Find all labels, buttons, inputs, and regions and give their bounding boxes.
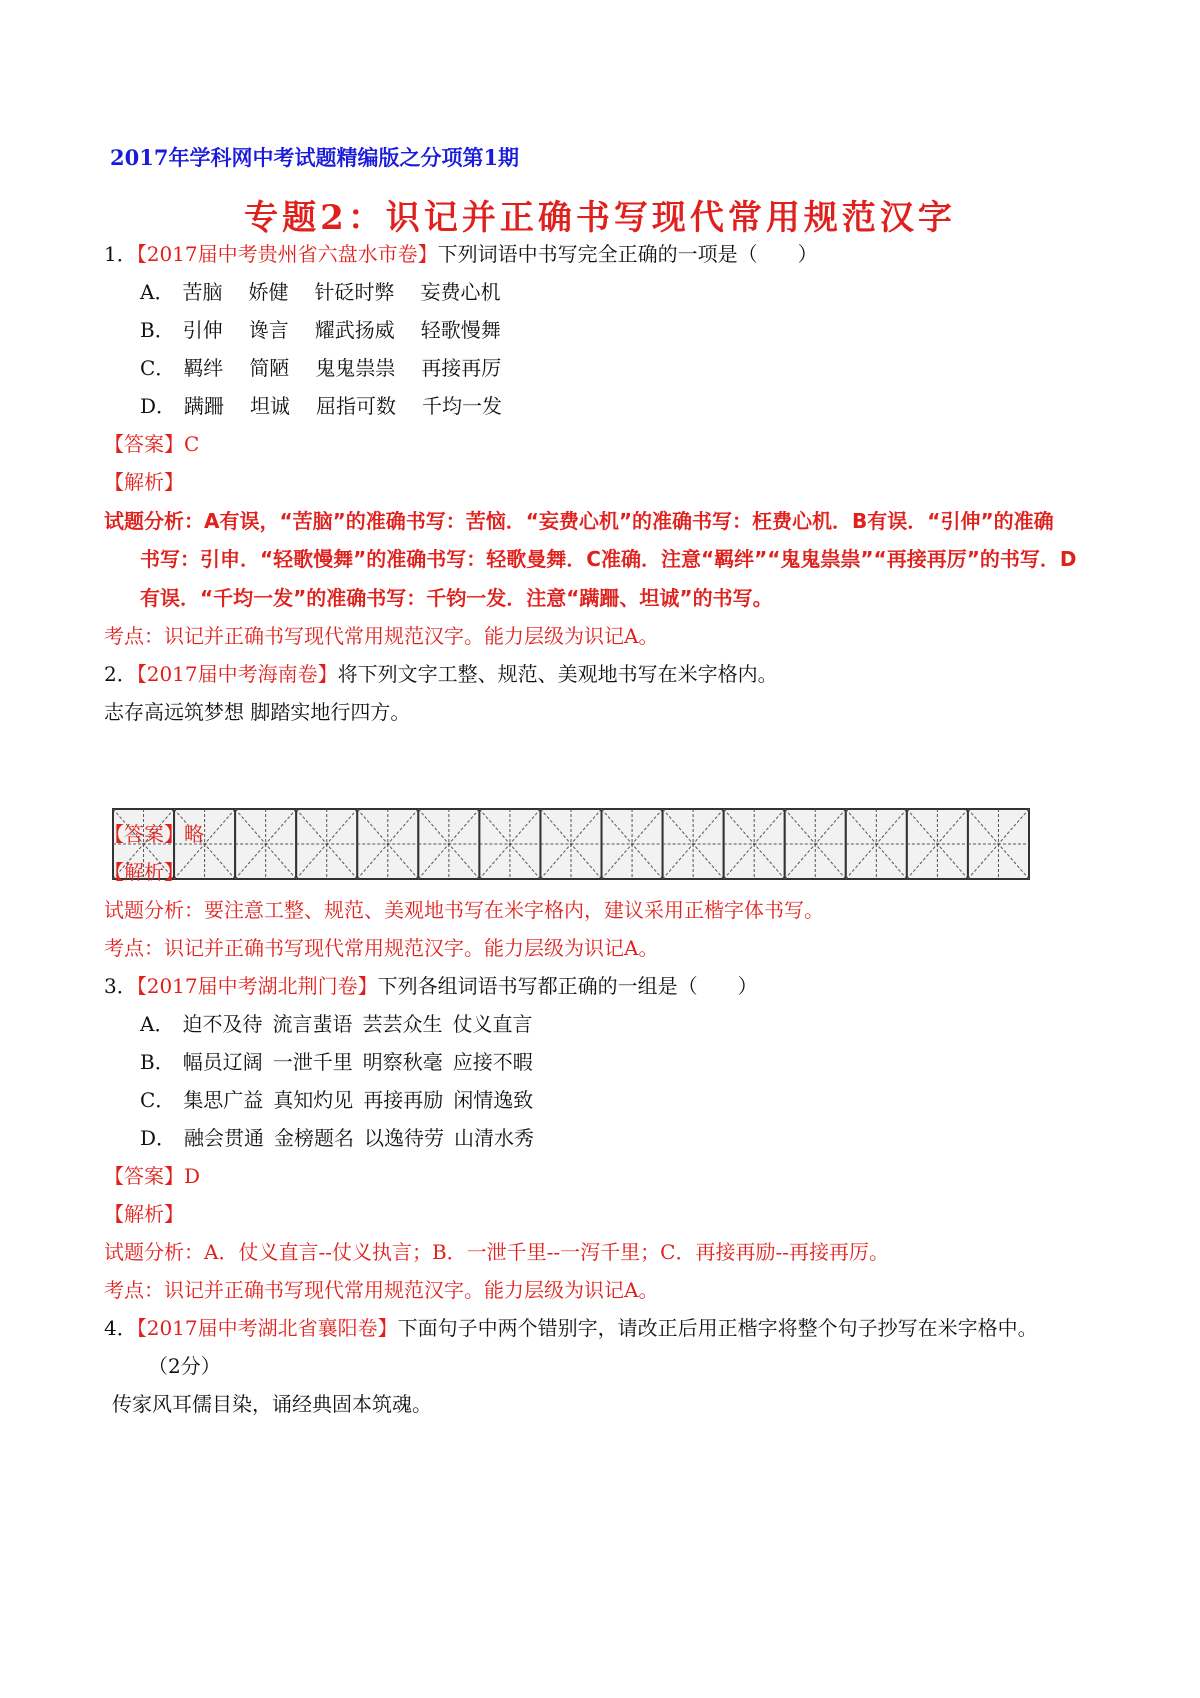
q4-score: （2分）: [148, 1354, 221, 1378]
q1-question: 下列词语中书写完全正确的一项是（ ）: [437, 242, 818, 266]
q1-answer: 【答案】C: [104, 432, 200, 456]
q3-option-b: B． 幅员辽阔 一泄千里 明察秋毫 应接不暇: [140, 1050, 533, 1074]
q4-text: 传家风耳儒目染，诵经典固本筑魂。: [112, 1392, 432, 1416]
q1-option-b: B． 引伸 谗言 耀武扬威 轻歌慢舞: [140, 318, 501, 342]
q1-kaodian: 考点：识记并正确书写现代常用规范汉字。能力层级为识记A。: [104, 624, 659, 648]
q1-option-a: A． 苦脑 娇健 针砭时弊 妄费心机: [140, 280, 501, 304]
q2-kaodian: 考点：识记并正确书写现代常用规范汉字。能力层级为识记A。: [104, 936, 659, 960]
series-title: 2017年学科网中考试题精编版之分项第1期: [110, 145, 520, 170]
q3-jiexi-label: 【解析】: [104, 1202, 184, 1226]
q1-jiexi-label: 【解析】: [104, 470, 184, 494]
q2-text: 志存高远筑梦想 脚踏实地行四方。: [104, 700, 411, 724]
q3-option-d: D． 融会贯通 金榜题名 以逸待劳 山清水秀: [140, 1126, 535, 1150]
q1-stem: [104, 240, 818, 268]
mizige-grid: [112, 808, 1030, 880]
q3-kaodian: 考点：识记并正确书写现代常用规范汉字。能力层级为识记A。: [104, 1278, 659, 1302]
q2-stem: 2．【2017届中考海南卷】将下列文字工整、规范、美观地书写在米字格内。: [104, 662, 778, 686]
q3-answer: 【答案】D: [104, 1164, 201, 1188]
q3-stem: 3．【2017届中考湖北荆门卷】下列各组词语书写都正确的一组是（ ）: [104, 974, 758, 998]
q1-source: 【2017届中考贵州省六盘水市卷】: [136, 242, 438, 266]
topic-title: 专题2：识记并正确书写现代常用规范汉字: [244, 198, 956, 238]
q4-stem: 4．【2017届中考湖北省襄阳卷】下面句子中两个错别字，请改正后用正楷字将整个句子抄写在米字格中。: [104, 1316, 1038, 1340]
q1-option-d: D． 蹒跚 坦诚 屈指可数 千均一发: [140, 394, 503, 418]
q1-analysis-line-3: 有误．“千均一发”的准确书写：千钧一发．注意“蹒跚、坦诚”的书写。: [140, 586, 773, 610]
q1-option-c: C． 羁绊 简陋 鬼鬼祟祟 再接再厉: [140, 356, 502, 380]
q3-option-a: A． 迫不及待 流言蜚语 芸芸众生 仗义直言: [140, 1012, 533, 1036]
q1-analysis-line-1: 试题分析：A有误，“苦脑”的准确书写：苦恼．“妄费心机”的准确书写：枉费心机．B有误．“引伸”的准确: [104, 509, 1054, 533]
q3-option-c: C． 集思广益 真知灼见 再接再励 闲情逸致: [140, 1088, 534, 1112]
q2-answer: 【答案】略: [104, 822, 204, 846]
q1-number: 1．: [104, 242, 137, 266]
q2-jiexi-label: 【解析】: [104, 860, 184, 884]
q1-analysis-line-2: 书写：引申．“轻歌慢舞”的准确书写：轻歌曼舞．C准确．注意“羁绊”“鬼鬼祟祟”“再接再厉”的书写．D: [140, 547, 1077, 571]
q2-analysis: 试题分析：要注意工整、规范、美观地书写在米字格内，建议采用正楷字体书写。: [104, 898, 824, 922]
q3-analysis: 试题分析：A．仗义直言--仗义执言；B．一泄千里--一泻千里；C．再接再励--再接再厉。: [104, 1240, 889, 1264]
